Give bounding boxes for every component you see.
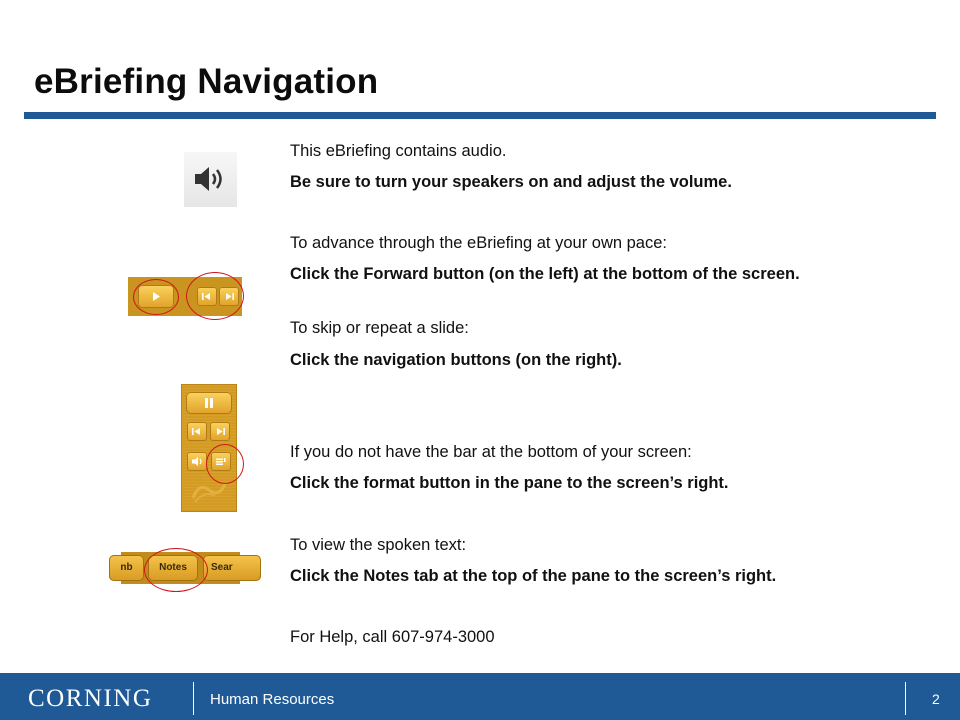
footer-bar xyxy=(0,673,960,720)
department-label: Human Resources xyxy=(210,691,335,708)
previous-icon xyxy=(187,422,207,441)
advance-line: To advance through the eBriefing at your own pace: xyxy=(290,234,667,252)
title-divider xyxy=(24,112,936,119)
tab-search: Sear xyxy=(203,555,261,581)
pane-volume-button xyxy=(187,452,207,471)
corning-logo: CORNING xyxy=(28,685,153,712)
tab-notes: Notes xyxy=(148,555,198,581)
slide-title: eBriefing Navigation xyxy=(34,62,379,101)
pane-previous-button xyxy=(187,422,207,441)
advance-instruction: Click the Forward button (on the left) at the bottom of the screen. xyxy=(290,265,800,283)
forward-highlight-ring xyxy=(133,279,179,315)
tab-thumbnails: nb xyxy=(109,555,144,581)
notes-instruction: Click the Notes tab at the top of the pane to the screen’s right. xyxy=(290,567,777,585)
footer-divider xyxy=(193,682,194,715)
skip-instruction: Click the navigation buttons (on the right). xyxy=(290,351,622,369)
speaker-image xyxy=(184,152,237,207)
audio-instruction: Be sure to turn your speakers on and adjust the volume. xyxy=(290,173,732,191)
format-highlight-ring xyxy=(206,444,244,484)
notes-line: To view the spoken text: xyxy=(290,536,467,554)
pane-next-button xyxy=(210,422,230,441)
pause-button xyxy=(186,392,232,414)
pause-icon xyxy=(186,392,232,414)
volume-icon xyxy=(187,452,207,471)
notes-highlight-ring xyxy=(144,548,208,592)
audio-line: This eBriefing contains audio. xyxy=(290,142,507,160)
bar-line: If you do not have the bar at the bottom of your screen: xyxy=(290,443,692,461)
next-icon xyxy=(210,422,230,441)
bar-instruction: Click the format button in the pane to the screen’s right. xyxy=(290,474,729,492)
nav-buttons-highlight-ring xyxy=(186,272,244,320)
speaker-icon xyxy=(193,164,227,194)
skip-line: To skip or repeat a slide: xyxy=(290,319,469,337)
footer-divider-right xyxy=(905,682,906,715)
help-line: For Help, call 607-974-3000 xyxy=(290,628,495,646)
page-number: 2 xyxy=(932,691,940,707)
